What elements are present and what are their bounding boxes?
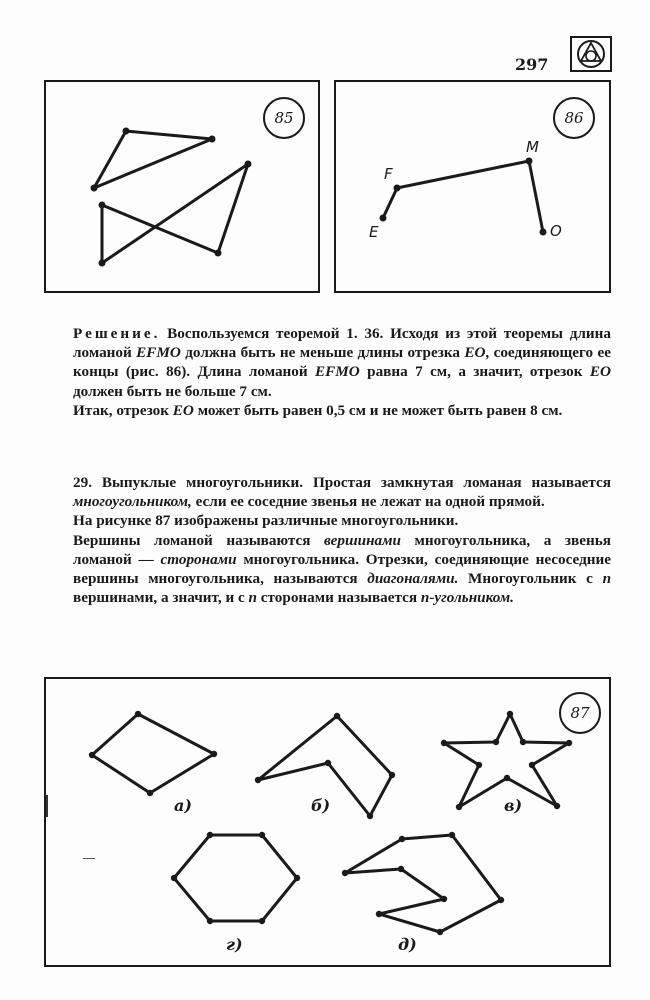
label-d: д) (398, 935, 417, 954)
solution-paragraph-2: Итак, отрезок EO может быть равен 0,5 см и не может быть равен 8 см. (73, 401, 563, 419)
figure-86 (334, 80, 611, 293)
polygon-v (444, 714, 569, 807)
figure-87-number: 87 (559, 692, 601, 734)
point-label-O: O (550, 222, 562, 240)
solution-paragraph-1: Решение. Воспользуемся теоремой 1. 36. Исходя из этой теоремы длина ломаной EFMO должна быть не меньше длины отрезка EO, соединяющего ее концы (рис. 86). Длина ломаной EFMO равна 7 см, а значит, отрезок EO должен быть не больше 7 см. (73, 325, 612, 400)
bowtie-polyline (102, 164, 248, 263)
label-g: г) (226, 935, 243, 954)
section-29-heading: 29. Выпуклые многоугольники. (73, 474, 304, 491)
solution-text (73, 324, 611, 420)
point-label-M: M (526, 138, 539, 156)
label-a: а) (174, 796, 192, 815)
point-label-E: E (369, 223, 379, 241)
polygon-a (92, 714, 214, 793)
section-29-paragraph-3: Вершины ломаной называются вершинами многоугольника, а звенья ломаной — сторонами многоугольника. Отрезки, соединяющие несоседние вершины многоугольника, называются диагоналями. Многоугольник с n вершинами, а значит, и с n сторонами называется n-угольником. (73, 531, 612, 607)
section-29-paragraph-2: На рисунке 87 изображены различные многоугольники. (73, 512, 459, 530)
solution-heading: Решение. (73, 325, 161, 342)
polygon-g (174, 835, 297, 921)
page-number: 297 (515, 55, 549, 74)
figure-87-polygons (46, 679, 613, 969)
figure-86-number: 86 (553, 97, 595, 139)
figure-85 (44, 80, 320, 293)
figure-85-number: 85 (263, 97, 305, 139)
chapter-logo-icon (570, 36, 612, 72)
section-29-paragraph-1: 29. Выпуклые многоугольники. Простая замкнутая ломаная называется многоугольником, если ее соседние звенья не лежат на одной прямой. (73, 474, 612, 511)
triangle-polyline (94, 131, 212, 188)
label-b: б) (311, 796, 331, 815)
point-label-F: F (384, 165, 393, 183)
figure-87 (44, 677, 611, 967)
section-29-text (73, 473, 611, 607)
label-v: в) (504, 796, 523, 815)
polygon-d (345, 835, 501, 932)
